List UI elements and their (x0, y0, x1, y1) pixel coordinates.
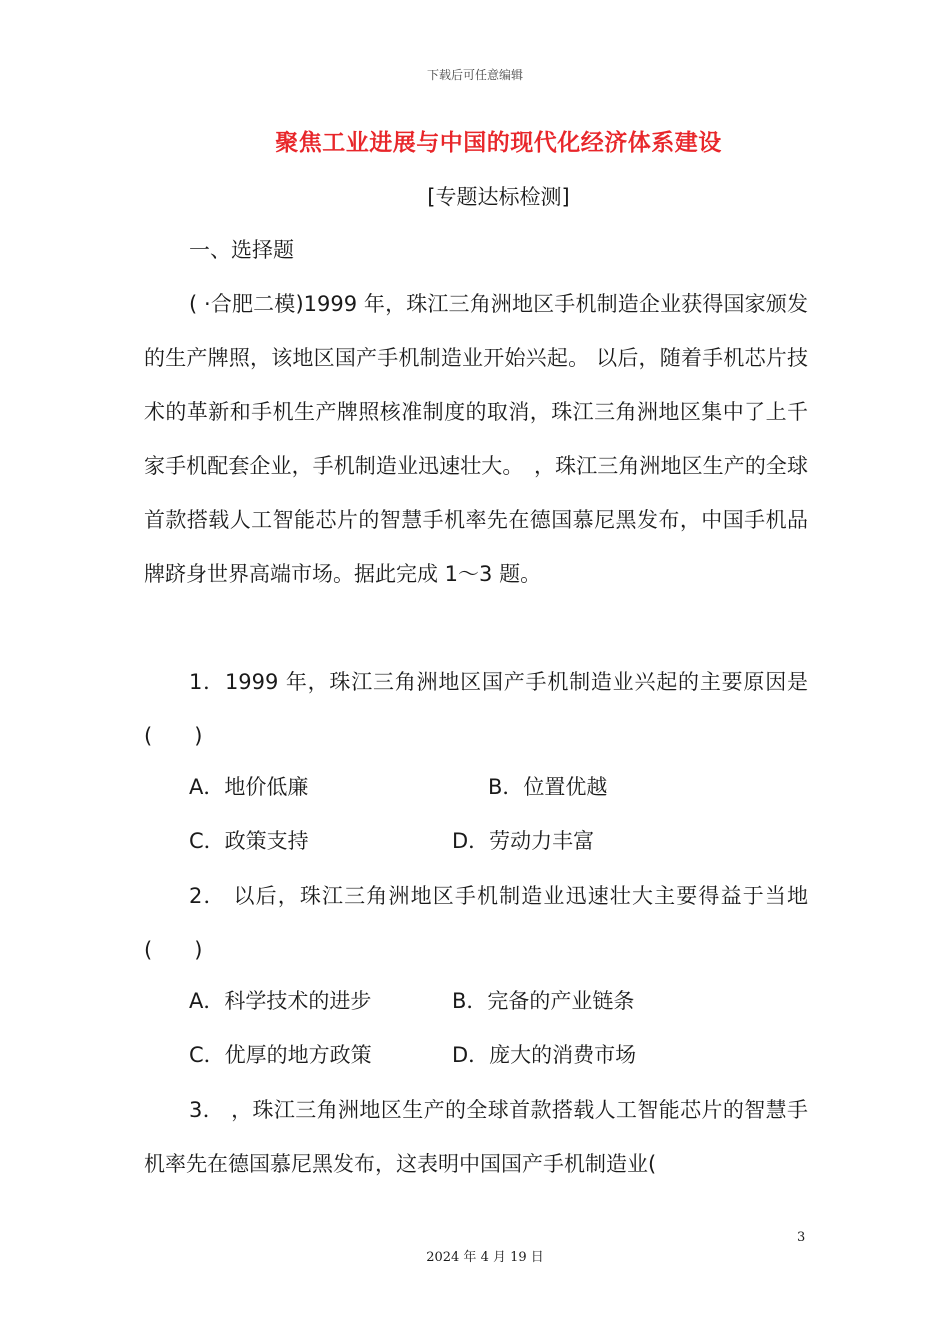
question-3-stem: 3． ，珠江三角洲地区生产的全球首款搭载人工智能芯片的智慧手机率先在德国慕尼黑发布，这表明中国国产手机制造业( (144, 1098, 808, 1176)
question-2-option-b: B．完备的产业链条 (452, 989, 635, 1013)
passage-text: ( ·合肥二模)1999 年，珠江三角洲地区手机制造企业获得国家颁发的生产牌照，该地区国产手机制造业开始兴起。 以后，随着手机芯片技术的革新和手机生产牌照核准制度的取消，珠江三角洲地区集中了上千家手机配套企业，手机制造业迅速壮大。 ，珠江三角洲地区生产的全球首款搭载人工智能芯片的智慧手机率先在德国慕尼黑发布，中国手机品牌跻身世界高端市场。据此完成 1～3 题。 (144, 292, 808, 586)
question-1-option-b: B．位置优越 (488, 775, 608, 799)
footer-date: 2024 年 4 月 19 日 (426, 1250, 544, 1265)
question-1-option-d: D．劳动力丰富 (452, 829, 595, 853)
question-1-option-c: C．政策支持 (189, 829, 309, 853)
question-1-stem: 1．1999 年，珠江三角洲地区国产手机制造业兴起的主要原因是( ) (144, 670, 808, 748)
reading-passage (144, 277, 808, 601)
document-subtitle: [专题达标检测] (427, 185, 570, 209)
question-2-option-d: D．庞大的消费市场 (452, 1043, 637, 1067)
question-2-option-a: A．科学技术的进步 (189, 989, 372, 1013)
page-number: 3 (797, 1230, 806, 1245)
question-2-option-c: C．优厚的地方政策 (189, 1043, 372, 1067)
document-title: 聚焦工业进展与中国的现代化经济体系建设 (275, 130, 722, 156)
question-2-stem: 2． 以后，珠江三角洲地区手机制造业迅速壮大主要得益于当地( ) (144, 884, 808, 962)
section-heading: 一、选择题 (189, 238, 294, 262)
header-note: 下载后可任意编辑 (426, 68, 523, 82)
question-1-option-a: A．地价低廉 (189, 775, 309, 799)
